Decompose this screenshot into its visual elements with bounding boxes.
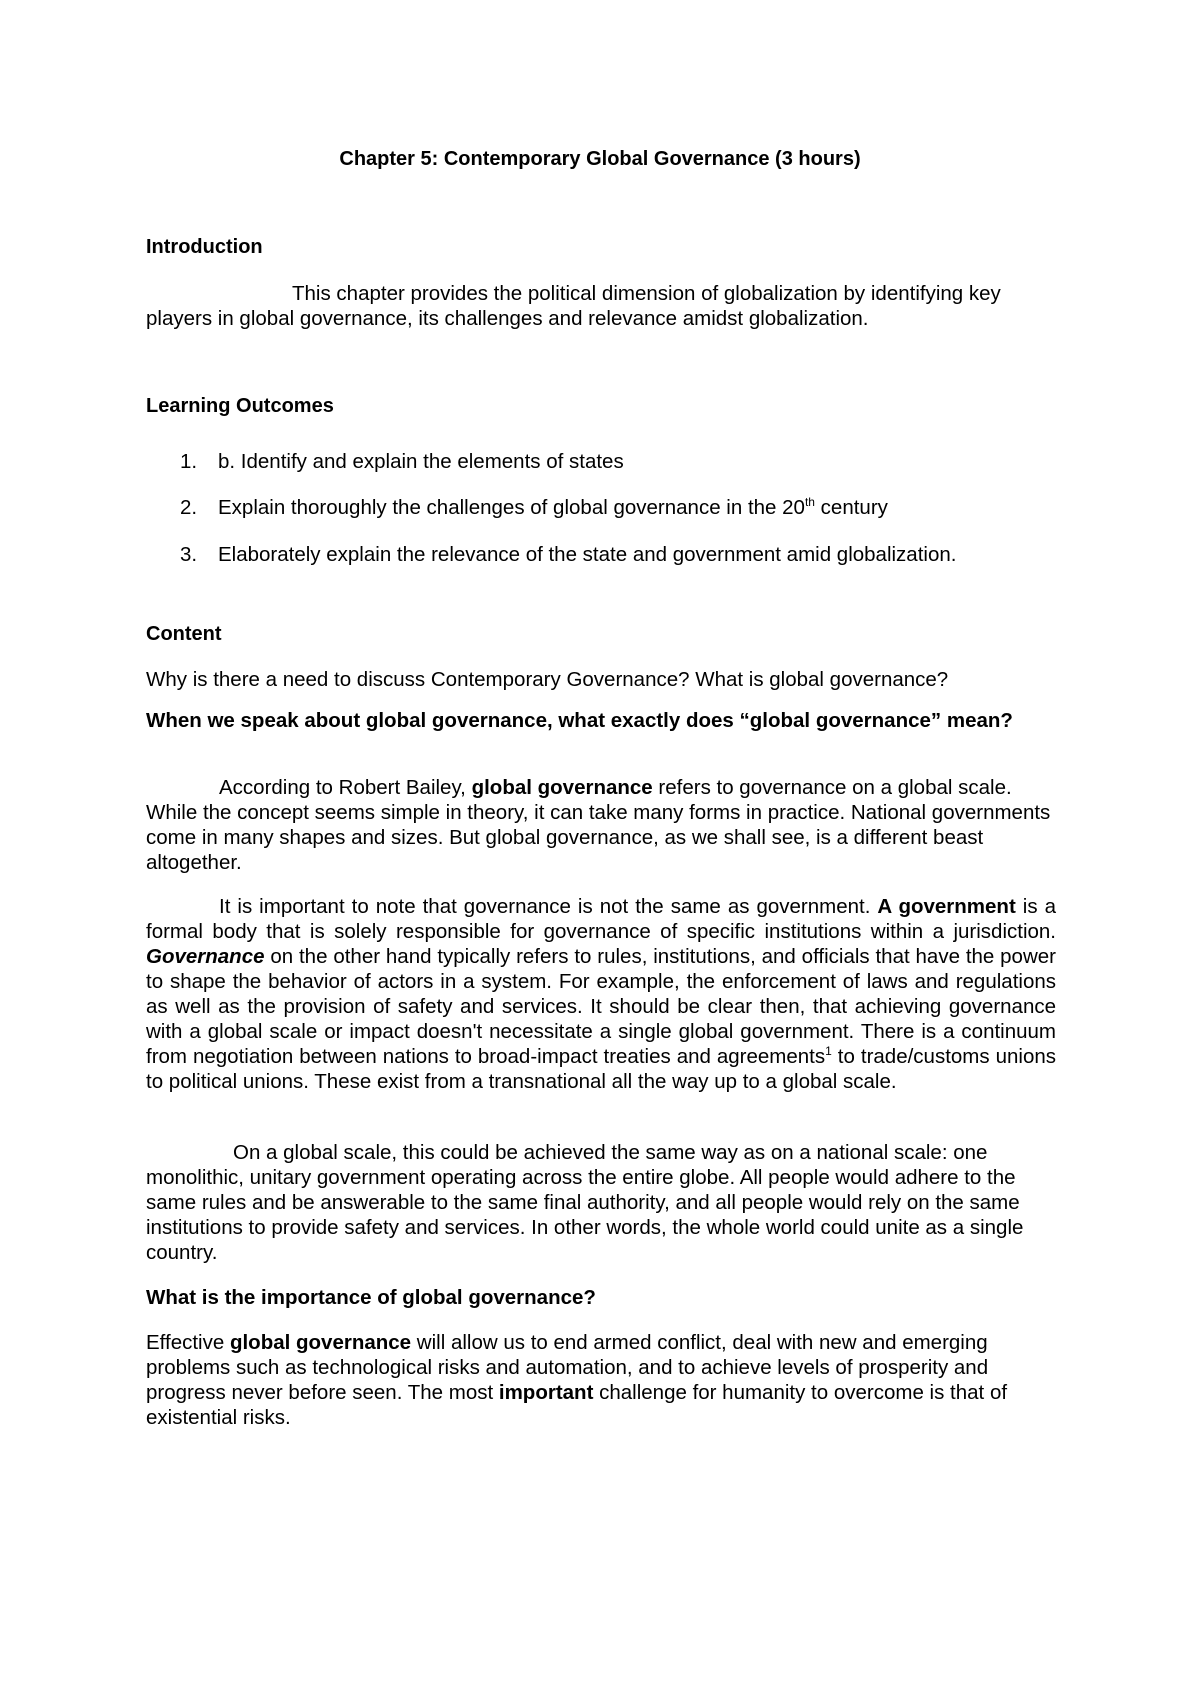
paragraph-text: According to Robert Bailey,	[219, 776, 472, 799]
list-item-number: 2.	[180, 496, 198, 519]
paragraph-text: on the other hand typically refers to rules, institutions, and officials that have the power to shape the behavior of actors in a system. For example, the enforcement of laws and regulations as well as the provision of safety and services. It should be clear then, that achieving governance with a global scale or impact doesn't necessitate a single global government. There is a continuum from negotiation between nations to broad-impact treaties and agreements	[146, 945, 1056, 1068]
list-item-text: Explain thoroughly the challenges of global governance in the 20	[218, 496, 805, 519]
content-question-2: When we speak about global governance, what exactly does “global governance” mean?	[146, 709, 1013, 732]
paragraph-text: It is important to note that governance is not the same as government.	[219, 895, 878, 918]
paragraph-global-scale: On a global scale, this could be achieved the same way as on a national scale: one monolithic, unitary government operating across the entire globe. All people would adhere to the same rules and be answerable to the same final authority, and all people would rely on the same institutions to provide safety and services. In other words, the whole world could unite as a single country.	[146, 1141, 1024, 1264]
paragraph-text: to trade/customs unions to political unions. These exist from a transnational all the way up to a global scale.	[146, 1045, 1057, 1093]
list-item-text-tail: century	[814, 496, 888, 519]
footnote-marker: 1	[825, 1044, 832, 1059]
paragraph-text: Effective	[146, 1331, 230, 1354]
list-item-text: b. Identify and explain the elements of states	[218, 450, 624, 473]
paragraph-governance-vs-government	[146, 894, 1056, 1094]
superscript: th	[804, 495, 815, 510]
list-item	[146, 542, 1056, 567]
content-question-1: Why is there a need to discuss Contemporary Governance? What is global governance?	[146, 668, 949, 691]
introduction-heading: Introduction	[146, 236, 263, 258]
content-question-3: What is the importance of global governance?	[146, 1286, 596, 1309]
page-title: Chapter 5: Contemporary Global Governance (3 hours)	[339, 148, 861, 170]
bold-term: A government	[877, 895, 1016, 918]
paragraph-text: refers to governance on a global scale. While the concept seems simple in theory, it can take many forms in practice. National governments come in many shapes and sizes. But global governance, as we shall see, is a different beast altogether.	[146, 776, 1051, 874]
paragraph-importance	[146, 1330, 1046, 1430]
content-heading: Content	[146, 623, 222, 645]
bold-term: global governance	[229, 1331, 412, 1354]
introduction-text: This chapter provides the political dimension of globalization by identifying key players in global governance, its challenges and relevance amidst globalization.	[146, 282, 1001, 330]
paragraph-text: will allow us to end armed conflict, deal with new and emerging problems such as technological risks and automation, and to achieve levels of prosperity and progress never before seen. The most	[146, 1331, 989, 1404]
paragraph-text: is a formal body that is solely responsible for governance of specific institutions within a jurisdiction.	[146, 895, 1056, 943]
paragraph-text: challenge for humanity to overcome is that of existential risks.	[146, 1381, 1008, 1429]
list-item-text: Elaborately explain the relevance of the state and government amid globalization.	[218, 543, 957, 566]
bold-term: global governance	[471, 776, 653, 799]
list-item	[146, 449, 1056, 474]
list-item-number: 3.	[180, 543, 198, 566]
learning-outcomes-heading: Learning Outcomes	[146, 395, 334, 417]
paragraph-robert-bailey	[146, 775, 1056, 875]
list-item	[146, 495, 1056, 520]
list-item-number: 1.	[180, 450, 198, 473]
bold-term: important	[498, 1381, 594, 1404]
bold-italic-term: Governance	[146, 945, 265, 968]
